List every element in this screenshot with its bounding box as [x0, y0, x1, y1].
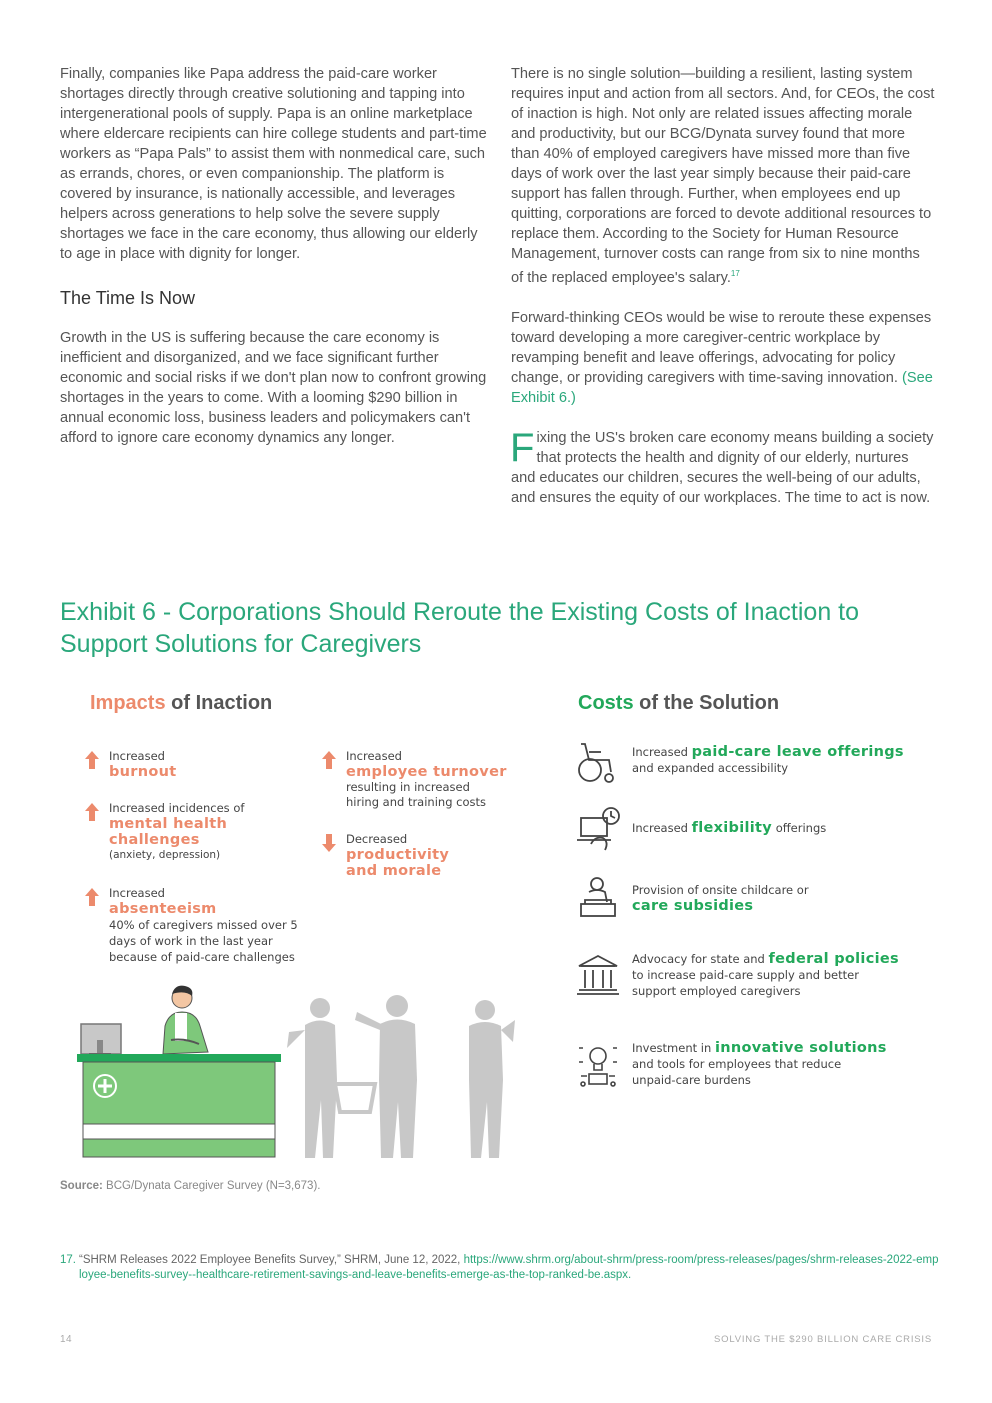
childcare-icon [575, 874, 621, 920]
impact-key: mental health challenges [109, 816, 228, 848]
reception-illustration [75, 980, 525, 1165]
arrow-up-icon [322, 751, 336, 769]
impact-pre: Decreased [346, 832, 408, 846]
cost-pre: Increased [632, 821, 688, 835]
arrow-up-icon [85, 803, 99, 821]
government-building-icon [575, 952, 621, 998]
cost-childcare [632, 882, 932, 914]
cost-key: paid-care leave offerings [691, 744, 904, 760]
impact-key: employee turnover [346, 764, 507, 780]
right-column [511, 64, 936, 528]
footnote-url[interactable]: https://www.shrm.org/about-shrm/press-room/press-releases/pages/shrm-releases-2022-employee-benefits-survey--healthcare-retirement-savings-and-leave-benefits-emerge-as-the-top-ranked-be.aspx. [79, 1254, 939, 1281]
source-text: BCG/Dynata Caregiver Survey (N=3,673). [106, 1180, 321, 1192]
footnote-number: 17. [60, 1254, 76, 1266]
silhouette-person [287, 998, 337, 1158]
exhibit-title: Exhibit 6 - Corporations Should Reroute the Existing Costs of Inaction to Support Solutions for Caregivers [60, 598, 860, 658]
costs-title-rest: of the Solution [639, 692, 780, 714]
arrow-down-icon [322, 834, 336, 852]
cost-post: to increase paid-care supply and better support employed caregivers [632, 968, 859, 998]
cost-flexibility [632, 820, 932, 836]
impact-turnover [346, 749, 516, 810]
silhouette-person [335, 995, 417, 1158]
impact-pre: Increased incidences of [109, 801, 245, 815]
wheelchair-icon [575, 738, 621, 784]
impact-post: 40% of caregivers missed over 5 days of work in the last year because of paid-care challenges [109, 918, 298, 964]
cost-key: innovative solutions [714, 1040, 887, 1056]
cost-pre: Investment in [632, 1041, 712, 1055]
impact-post: resulting in increased hiring and training costs [346, 780, 486, 809]
impact-mental-health [109, 801, 299, 862]
innovation-icon [575, 1042, 621, 1088]
monitor-icon [81, 1024, 121, 1056]
paragraph-text: Forward-thinking CEOs would be wise to reroute these expenses toward developing a more caregiver-centric workplace by revamping benefit and leave offerings, advocating for policy change, or providing caregivers with time-saving innovation. [511, 309, 932, 386]
costs-title [578, 692, 779, 715]
cost-innovative-solutions [632, 1040, 932, 1088]
cost-key: flexibility [691, 820, 773, 836]
no-single-solution-paragraph [511, 64, 936, 288]
footnote-text: “SHRM Releases 2022 Employee Benefits Survey,” SHRM, June 12, 2022, [79, 1254, 461, 1266]
costs-title-accent: Costs [578, 692, 634, 714]
impact-absenteeism [109, 886, 309, 965]
caregiver-figure [163, 986, 208, 1054]
cost-leave-offerings [632, 744, 932, 776]
impacts-title-accent: Impacts [90, 692, 166, 714]
cost-key: federal policies [768, 951, 899, 967]
cost-post: and tools for employees that reduce unpaid-care burdens [632, 1057, 842, 1087]
impacts-title [90, 692, 272, 715]
impact-pre: Increased [109, 749, 165, 763]
impact-key: burnout [109, 764, 177, 780]
running-title: SOLVING THE $290 BILLION CARE CRISIS [714, 1334, 932, 1345]
section-heading: The Time Is Now [60, 288, 196, 308]
impact-pre: Increased [109, 886, 165, 900]
cost-key: care subsidies [632, 898, 754, 914]
left-column [60, 64, 488, 468]
footnote-ref[interactable]: 17 [730, 269, 740, 278]
impact-burnout [109, 749, 299, 780]
footnote [60, 1253, 940, 1283]
exhibit-link[interactable]: (See Exhibit 6.) [511, 369, 933, 406]
laptop-clock-icon [575, 806, 621, 852]
impact-note: (anxiety, depression) [109, 849, 221, 861]
cost-pre: Increased [632, 745, 688, 759]
cost-federal-policies [632, 951, 932, 999]
forward-thinking-paragraph [511, 308, 936, 408]
impacts-title-rest: of Inaction [171, 692, 273, 714]
papa-paragraph: Finally, companies like Papa address the paid-care worker shortages directly through creative solutioning and tapping into intergenerational pools of supply. Papa is an online marketplace where eldercare recipients can hire college students and part-time workers as “Papa Pals” to assist them with nonmedical care, such as errands, chores, or even companionship. The platform is covered by insurance, is nationally accessible, and leverages helpers across generations to help solve the severe supply shortages we face in the care economy, thus allowing our elderly to age in place with dignity for longer. [60, 66, 487, 262]
counter-stripe [83, 1124, 275, 1139]
dropcap: F [510, 425, 535, 470]
cost-pre: Provision of onsite childcare or [632, 883, 809, 897]
page-number: 14 [60, 1334, 73, 1345]
exhibit-source [60, 1180, 320, 1192]
silhouette-person [469, 1000, 515, 1158]
cost-post: and expanded accessibility [632, 761, 789, 775]
cost-post: offerings [775, 821, 827, 835]
footnote-body [79, 1253, 940, 1283]
impact-key: absenteeism [109, 901, 217, 917]
impact-key: productivity and morale [346, 847, 450, 879]
arrow-up-icon [85, 751, 99, 769]
cost-pre: Advocacy for state and [632, 952, 765, 966]
counter-top [77, 1054, 281, 1062]
paragraph-text: There is no single solution—building a resilient, lasting system requires input and action from all sectors. And, for CEOs, the cost of inaction is high. Not only are related issues affecting morale and productivity, but our BCG/Dynata survey found that more than 40% of employed caregivers have missed more than five days of work over the last year simply because their paid-care support has fallen through. Further, when employees end up quitting, corporations are forced to devote additional resources to replace them. According to the Society for Human Resource Management, turnover costs can range from six to nine months of the replaced employee's salary. [511, 66, 935, 286]
impact-productivity [346, 832, 466, 879]
closing-paragraph [510, 425, 936, 508]
impact-pre: Increased [346, 749, 402, 763]
arrow-up-icon [85, 888, 99, 906]
source-label: Source: [60, 1180, 103, 1192]
paragraph-text: ixing the US's broken care economy means building a society that protects the health and dignity of our elderly, nurtures and educates our children, secures the well-being of our adults, and ensures the equity of our workplaces. The time to act is now. [511, 429, 934, 506]
time-is-now-paragraph: Growth in the US is suffering because the care economy is inefficient and disorganized, and we face significant further economic and social risks if we don't plan now to confront growing shortages in the years to come. With a looming $290 billion in annual economic loss, business leaders and policymakers can't afford to ignore care economy dynamics any longer. [60, 330, 487, 446]
people-silhouettes [287, 995, 515, 1158]
